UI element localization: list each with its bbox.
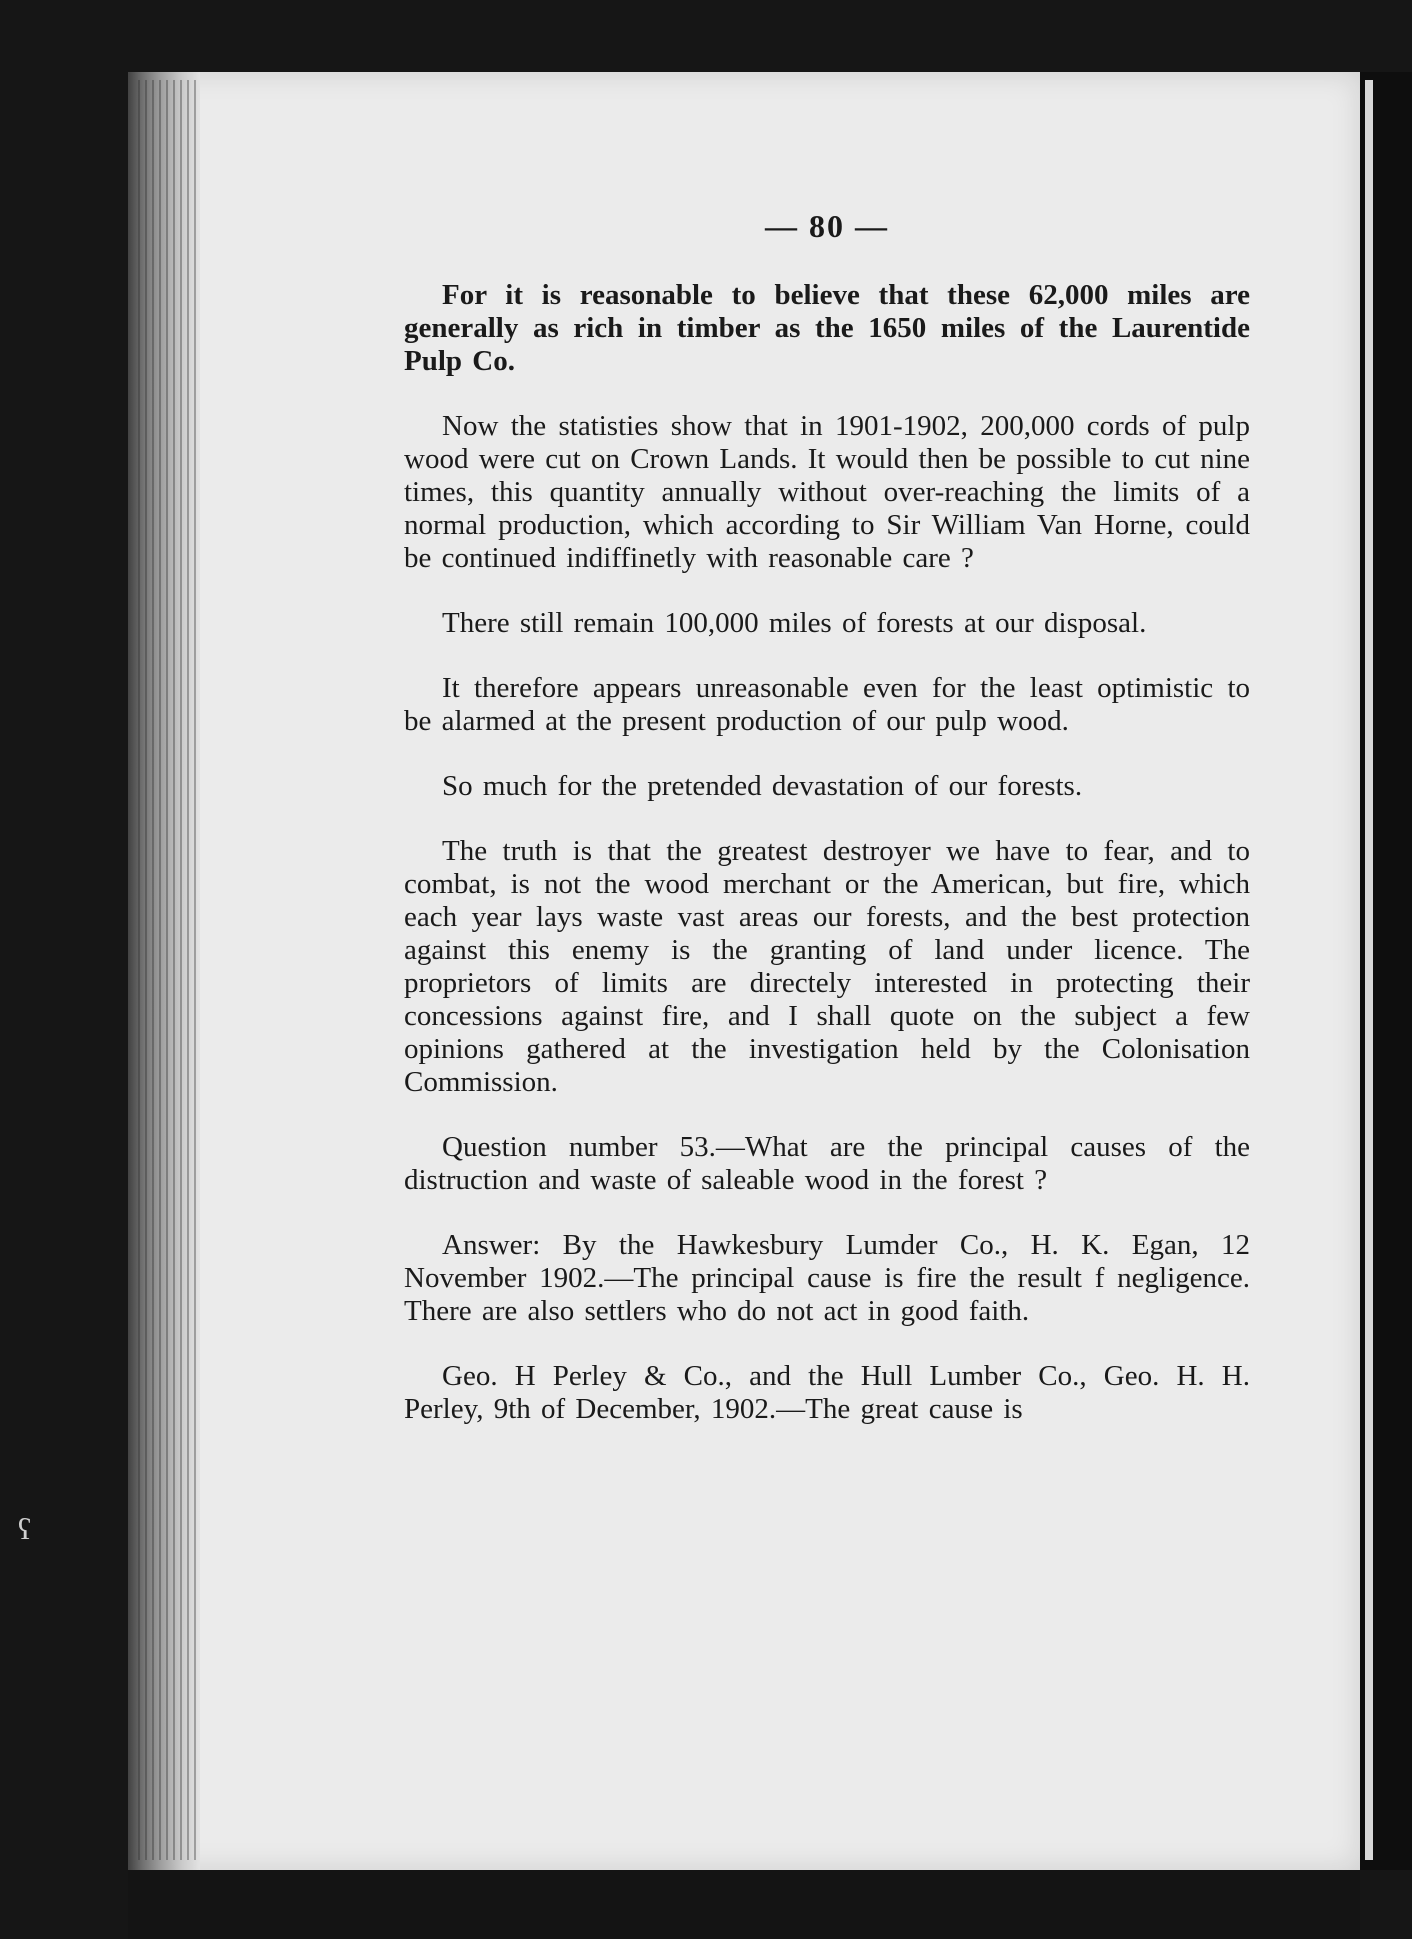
margin-mark: ʕ [18, 1513, 32, 1546]
paragraph-7: Question number 53.—What are the principal causes of the distruction and waste of saleable wood in the forest ? [404, 1131, 1250, 1196]
facing-page-edge [1365, 80, 1373, 1860]
page-edges [138, 80, 198, 1860]
paragraph-4: It therefore appears unreasonable even for the least optimistic to be alarmed at the present production of our pulp wood. [404, 672, 1250, 737]
paragraph-9: Geo. H Perley & Co., and the Hull Lumber Co., Geo. H. H. Perley, 9th of December, 1902.—The great cause is [404, 1360, 1250, 1425]
paragraph-2: Now the statisties show that in 1901-1902, 200,000 cords of pulp wood were cut on Crown Lands. It would then be possible to cut nine times, this quantity annually without over-reaching the limits of a normal production, which according to Sir William Van Horne, could be continued indiffinetly with reasonable care ? [404, 410, 1251, 574]
bottom-scan-edge [128, 1870, 1360, 1939]
paragraph-6: The truth is that the greatest destroyer we have to fear, and to combat, is not the wood merchant or the American, but fire, which each year lays waste vast areas our forests, and the best protection against this enemy is the granting of land under licence. The proprietors of limits are directely interested in protecting their concessions against fire, and I shall quote on the subject a few opinions gathered at the investigation held by the Colonisation Commission. [404, 835, 1250, 1098]
paragraph-8: Answer: By the Hawkesbury Lumder Co., H. K. Egan, 12 November 1902.—The principal cause is fire the result f negligence. There are also settlers who do not act in good faith. [404, 1229, 1250, 1327]
page-number: — 80 — [765, 208, 889, 244]
paragraph-5: So much for the pretended devastation of our forests. [442, 770, 1083, 802]
paragraph-3: There still remain 100,000 miles of forests at our disposal. [442, 607, 1147, 639]
paragraph-1: For it is reasonable to believe that these 62,000 miles are generally as rich in timber as the 1650 miles of the Laurentide Pulp Co. [404, 279, 1250, 377]
page-text [404, 210, 1250, 1458]
